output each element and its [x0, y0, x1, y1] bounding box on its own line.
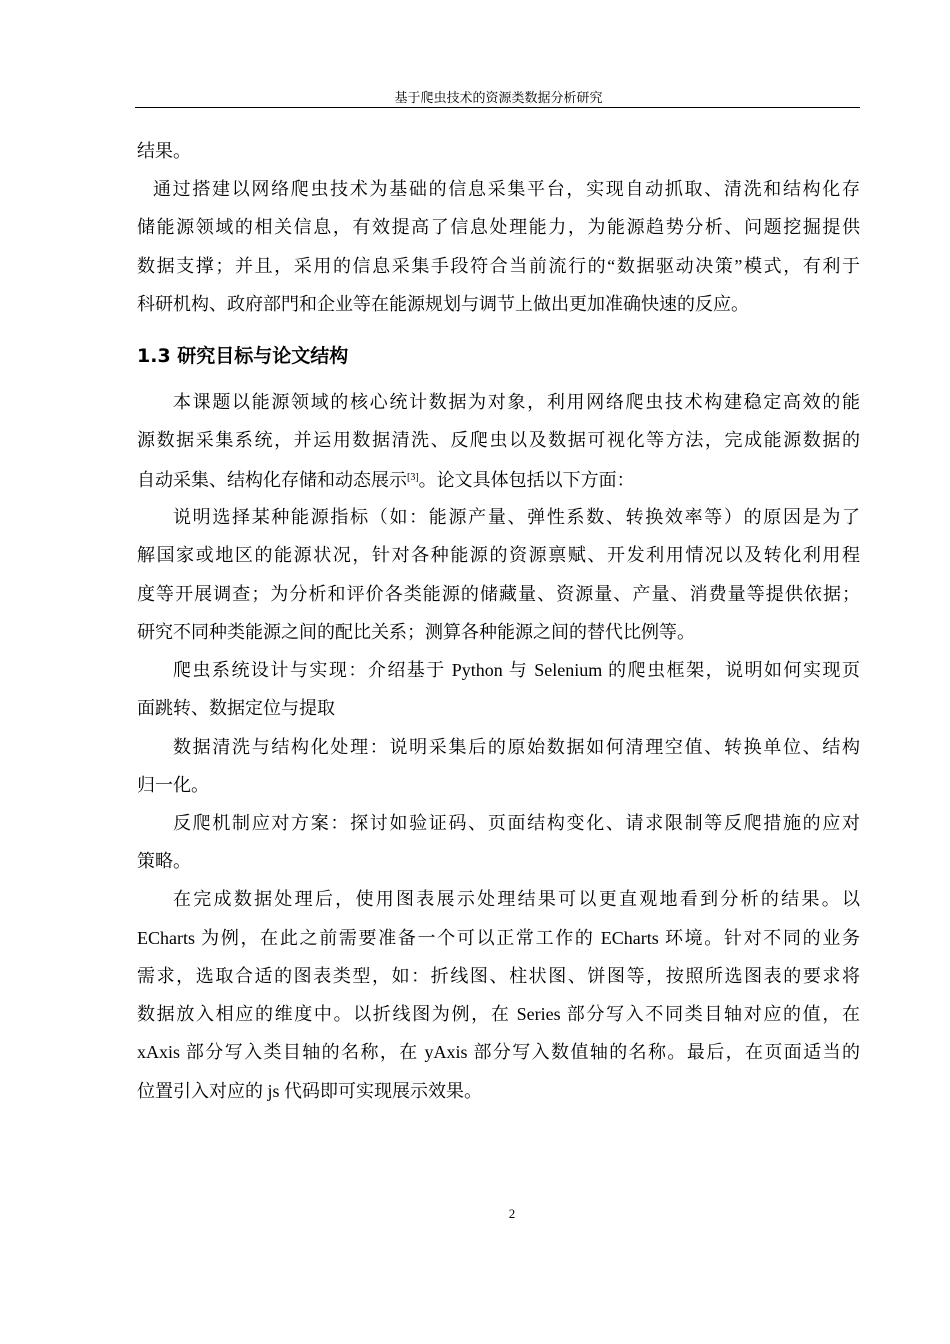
header-rule	[135, 107, 860, 108]
text-line: 归一化。	[137, 775, 209, 795]
section-heading: 1.3 研究目标与论文结构	[137, 345, 349, 367]
text-line: 结果。	[137, 141, 191, 161]
text-line: 本课题以能源领域的核心统计数据为对象，利用网络爬虫技术构建稳定高效的能	[173, 392, 860, 412]
text-line: xAxis 部分写入类目轴的名称，在 yAxis 部分写入数值轴的名称。最后，在页面适当的	[137, 1042, 860, 1062]
text-line: 储能源领域的相关信息，有效提高了信息处理能力，为能源趋势分析、问题挖掘提供	[137, 217, 860, 237]
text-line: 面跳转、数据定位与提取	[137, 698, 335, 718]
text-line: 度等开展调查；为分析和评价各类能源的储藏量、资源量、产量、消费量等提供依据；	[137, 584, 860, 604]
text-line: ECharts 为例，在此之前需要准备一个可以正常工作的 ECharts 环境。针对不同的业务	[137, 928, 860, 948]
running-header: 基于爬虫技术的资源类数据分析研究	[394, 90, 603, 105]
text-line: 位置引入对应的 js 代码即可实现展示效果。	[137, 1081, 483, 1101]
text-line	[137, 467, 860, 491]
text-line: 说明选择某种能源指标（如：能源产量、弹性系数、转换效率等）的原因是为了	[173, 507, 860, 527]
text-line: 策略。	[137, 851, 191, 871]
text-line: 研究不同种类能源之间的配比关系；测算各种能源之间的替代比例等。	[137, 622, 695, 642]
text-line: 数据清洗与结构化处理：说明采集后的原始数据如何清理空值、转换单位、结构	[173, 737, 860, 757]
text-line: 需求，选取合适的图表类型，如：折线图、柱状图、饼图等，按照所选图表的要求将	[137, 966, 860, 986]
text-line: 解国家或地区的能源状况，针对各种能源的资源禀赋、开发利用情况以及转化利用程	[137, 545, 860, 565]
text-line: 通过搭建以网络爬虫技术为基础的信息采集平台，实现自动抓取、清洗和结构化存	[153, 179, 860, 199]
text-line: 科研机构、政府部門和企业等在能源规划与调节上做出更加准确快速的反应。	[137, 294, 749, 314]
text-line: 爬虫系统设计与实现：介绍基于 Python 与 Selenium 的爬虫框架，说明如何实现页	[173, 660, 860, 680]
text-span: 。论文具体包括以下方面：	[418, 470, 635, 490]
page-number: 2	[508, 1206, 516, 1221]
text-span: 自动采集、结构化存储和动态展示	[137, 470, 407, 490]
citation-ref[interactable]: [3]	[407, 472, 419, 483]
text-line: 数据支撑；并且，采用的信息采集手段符合当前流行的“数据驱动决策”模式，有利于	[137, 256, 860, 276]
text-line: 在完成数据处理后，使用图表展示处理结果可以更直观地看到分析的结果。以	[173, 889, 860, 909]
text-line: 反爬机制应对方案：探讨如验证码、页面结构变化、请求限制等反爬措施的应对	[173, 813, 860, 833]
text-line: 数据放入相应的维度中。以折线图为例，在 Series 部分写入不同类目轴对应的值，在	[137, 1004, 860, 1024]
text-line: 源数据采集系统，并运用数据清洗、反爬虫以及数据可视化等方法，完成能源数据的	[137, 430, 860, 450]
